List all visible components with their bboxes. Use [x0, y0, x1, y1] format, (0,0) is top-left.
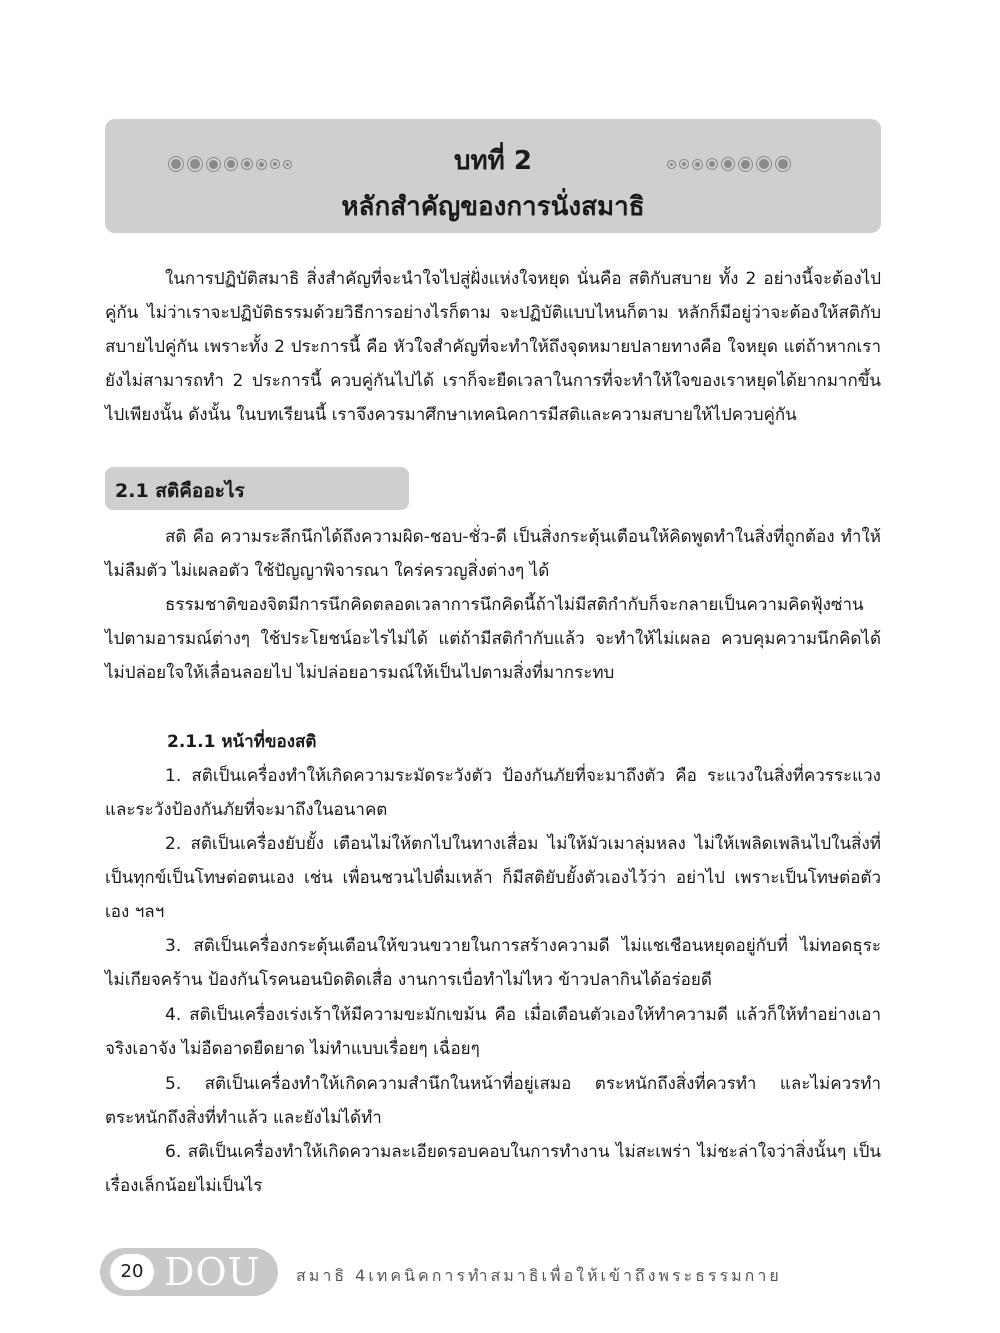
section-heading-bar: [105, 467, 409, 510]
duty-item-text: 6. สติเป็นเครื่องทำให้เกิดความละเอียดรอบคอบในการทำงาน ไม่สะเพร่า ไม่ชะล่าใจว่าสิ่งนั้นๆ เป็นเรื่องเล็กน้อยไม่เป็นไร: [105, 1142, 881, 1196]
dot-icon: [724, 160, 732, 168]
dou-logo: DOU: [164, 1250, 261, 1294]
dot-icon: [778, 159, 788, 169]
footer-book-title: สมาธิ 4เทคนิคการทำสมาธิเพื่อให้เข้าถึงพระธรรมกาย: [296, 1266, 782, 1285]
decorative-dots-right: [670, 159, 797, 169]
dot-icon: [759, 159, 769, 169]
dot-icon: [695, 162, 700, 167]
chapter-header: [105, 119, 881, 233]
duty-item-1: [105, 759, 881, 827]
duty-item-text: 5. สติเป็นเครื่องทำให้เกิดความสำนึกในหน้าที่อยู่เสมอ ตระหนักถึงสิ่งที่ควรทำ และไม่ควรทำ ตระหนักถึงสิ่งที่ทำแล้ว และยังไม่ได้ทำ: [105, 1074, 881, 1128]
page-number: 20: [110, 1254, 154, 1290]
duty-item-2: [105, 827, 881, 929]
intro-paragraph: [105, 262, 881, 432]
duty-item-3: [105, 929, 881, 997]
section-para1-text: สติ คือ ความระลึกนึกได้ถึงความผิด-ชอบ-ชั่ว-ดี เป็นสิ่งกระตุ้นเตือนให้คิดพูดทำในสิ่งที่ถูกต้อง ทำให้ไม่ลืมตัว ไม่เผลอตัว ใช้ปัญญาพิจารณา ใคร่ครวญสิ่งต่างๆ ได้: [105, 527, 881, 581]
dot-icon: [682, 162, 686, 166]
section-paragraph-1: [105, 520, 881, 588]
duty-item-text: 2. สติเป็นเครื่องยับยั้ง เตือนไม่ให้ตกไปในทางเสื่อม ไม่ให้มัวเมาลุ่มหลง ไม่ให้เพลิดเพลินไปในสิ่งที่เป็นทุกข์เป็นโทษต่อตนเอง เช่น เพื่อนชวนไปดื่มเหล้า ก็มีสติยับยั้งตัวเองไว้ว่า อย่าไป เพราะเป็นโทษต่อตัวเอง ฯลฯ: [105, 834, 881, 922]
dot-icon: [709, 161, 715, 167]
duty-item-text: 4. สติเป็นเครื่องเร่งเร้าให้มีความขะมักเขม้น คือ เมื่อเตือนตัวเองให้ทำความดี แล้วก็ให้ทำอย่างเอาจริงเอาจัง ไม่อืดอาดยืดยาด ไม่ทำแบบเรื่อยๆ เฉื่อยๆ: [105, 1005, 881, 1059]
duty-item-text: 1. สติเป็นเครื่องทำให้เกิดความระมัดระวังตัว ป้องกันภัยที่จะมาถึงตัว คือ ระแวงในสิ่งที่ควรระแวงและระวังป้องกันภัยที่จะมาถึงในอนาคต: [105, 766, 881, 820]
chapter-number: บทที่ 2: [454, 146, 532, 176]
section-para2-text: ธรรมชาติของจิตมีการนึกคิดตลอดเวลาการนึกคิดนี้ถ้าไม่มีสติกำกับก็จะกลายเป็นความคิดฟุ้งซ่านไปตามอารมณ์ต่างๆ ใช้ประโยชน์อะไรไม่ได้ แต่ถ้ามีสติกำกับแล้ว จะทำให้ไม่เผลอ ควบคุมความนึกคิดได้ ไม่ปล่อยใจให้เลื่อนลอยไป ไม่ปล่อยอารมณ์ให้เป็นไปตามสิ่งที่มากระทบ: [105, 595, 881, 683]
intro-text: ในการปฏิบัติสมาธิ สิ่งสำคัญที่จะนำใจไปสู่ฝั่งแห่งใจหยุด นั่นคือ สติกับสบาย ทั้ง 2 อย่างนี้จะต้องไปคู่กัน ไม่ว่าเราจะปฏิบัติธรรมด้วยวิธีการอย่างไรก็ตาม จะปฏิบัติแบบไหนก็ตาม หลักก็มีอยู่ว่าจะต้องให้สติกับสบายไปคู่กัน เพราะทั้ง 2 ประการนี้ คือ หัวใจสำคัญที่จะทำให้ถึงจุดหมายปลายทางคือ ใจหยุด แต่ถ้าหากเรายังไม่สามารถทำ 2 ประการนี้ ควบคู่กันไปได้ เราก็จะยืดเวลาในการที่จะทำให้ใจของเราหยุดได้ยากมากขึ้นไปเพียงนั้น ดังนั้น ในบทเรียนนี้ เราจึงควรมาศึกษาเทคนิคการมีสติและความสบายให้ไปควบคู่กัน: [105, 269, 881, 425]
duty-item-5: [105, 1067, 881, 1135]
duty-item-6: [105, 1135, 881, 1203]
duty-item-4: [105, 998, 881, 1066]
dot-icon: [741, 160, 750, 169]
section-paragraph-2: [105, 588, 881, 690]
duty-item-text: 3. สติเป็นเครื่องกระตุ้นเตือนให้ขวนขวายในการสร้างความดี ไม่แชเชือนหยุดอยู่กับที่ ไม่ทอดธุระ ไม่เกียจคร้าน ป้องกันโรคนอนบิดติดเสื่อ งานการเบื่อทำไม่ไหว ข้าวปลากินได้อร่อยดี: [105, 936, 881, 990]
footer-badge: [100, 1248, 278, 1296]
section-heading: 2.1 สติคืออะไร: [115, 480, 245, 502]
chapter-title: หลักสำคัญของการนั่งสมาธิ: [341, 192, 645, 222]
dot-icon: [670, 163, 673, 166]
subsection-heading: 2.1.1 หน้าที่ของสติ: [167, 732, 317, 752]
